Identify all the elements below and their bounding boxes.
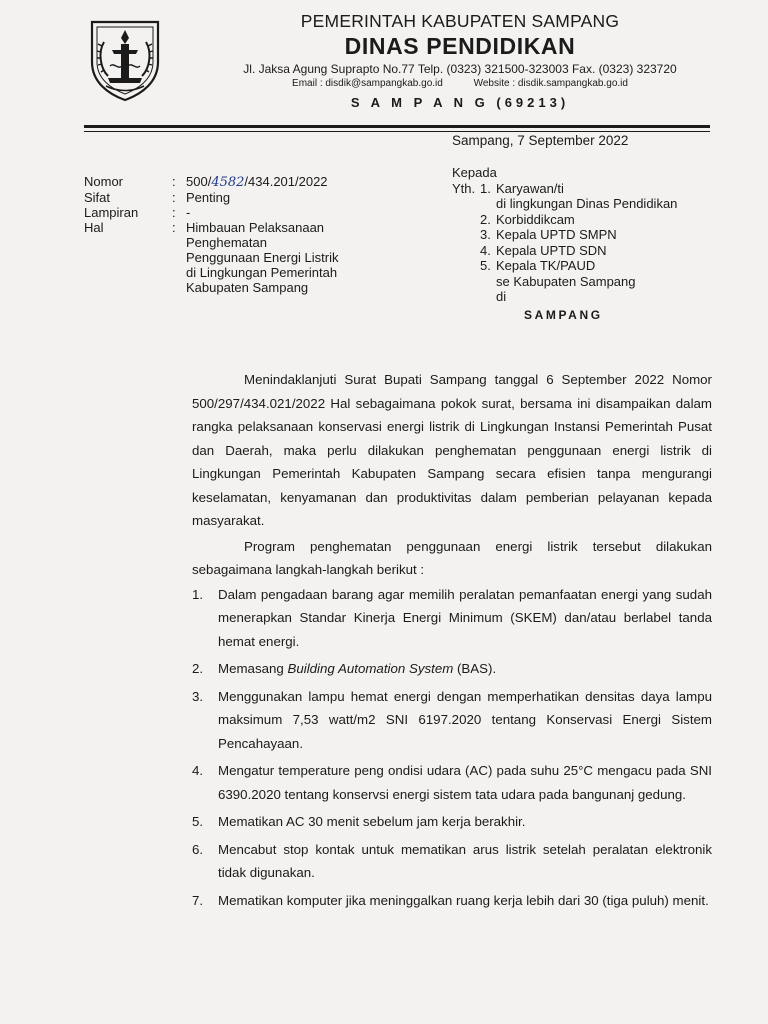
recipient-line: Korbiddikcam (496, 211, 575, 227)
meta-label: Lampiran (84, 205, 139, 220)
letter-number-suffix: /434.201/2022 (244, 174, 328, 189)
recipient-item (452, 243, 677, 259)
list-item (192, 889, 712, 913)
letter-number-prefix: 500/ (186, 174, 212, 189)
recipient-text (496, 181, 677, 212)
step-number: 3. (192, 688, 204, 704)
step-number: 4. (192, 763, 204, 778)
step-number: 7. (192, 892, 204, 908)
meta-label: Hal (84, 220, 104, 235)
recipient-destination: SAMPANG (524, 307, 603, 322)
step-number: 1. (192, 586, 204, 602)
list-item (192, 583, 712, 654)
recipient-item (452, 181, 677, 212)
sampang-regency-crest-icon (84, 16, 166, 102)
city-postal-code: S A M P A N G (69213) (350, 95, 570, 110)
recipients-heading: Kepada (452, 165, 497, 180)
meta-colon: : (172, 174, 176, 189)
letter-date: Sampang, 7 September 2022 (452, 133, 629, 148)
recipient-item (452, 212, 677, 228)
list-item (192, 657, 712, 681)
step-text: Mematikan komputer jika meninggalkan ruang kerja lebih dari 30 (tiga puluh) menit. (218, 892, 709, 908)
subject-line: Penggunaan Energi Listrik (186, 250, 339, 265)
recipient-number: 5. (480, 258, 491, 273)
list-item (192, 759, 712, 806)
department-name: DINAS PENDIDIKAN (344, 33, 576, 59)
contact-line (180, 77, 740, 91)
step-text-part: Memasang (218, 661, 288, 676)
list-item (192, 810, 712, 834)
body-paragraph: Menindaklanjuti Surat Bupati Sampang tanggal 6 September 2022 Nomor 500/297/434.021/2022 Hal sebagaimana pokok surat, bersama ini disampaikan dalam rangka pelaksanaan konservasi energi listrik di Lingkungan Instansi Pemerintah Pusat dan Daerah, maka perlu dilakukan penghematan penggunaan energi listrik di Lingkungan Pemerintah Kabupaten Sampang secara efisien tanpa mengurangi keselamatan, kenyamanan dan produktivitas dalam pemberian pelayanan kepada masyarakat. (192, 372, 712, 528)
subject-line: di Lingkungan Pemerintah (186, 265, 338, 280)
meta-colon: : (172, 190, 176, 205)
recipient-item (452, 227, 677, 243)
step-text-part: (BAS). (453, 661, 497, 676)
letter-attachment: - (186, 205, 191, 220)
step-number: 6. (192, 841, 204, 857)
step-text: Mematikan AC 30 menit sebelum jam kerja berakhir. (218, 814, 526, 829)
step-number: 2. (192, 661, 204, 676)
step-text: Mencabut stop kontak untuk mematikan arus listrik setelah peralatan elektronik tidak digunakan. (218, 841, 712, 880)
recipient-number: 3. (480, 227, 491, 242)
meta-label: Sifat (84, 190, 111, 205)
letter-number (186, 174, 376, 190)
step-text: Menggunakan lampu hemat energi dengan memperhatikan densitas daya lampu maksimum 7,53 watt/m2 SNI 6197.2020 tentang Konservasi Energi Sistem Pencahayaan. (218, 688, 712, 751)
letterhead-divider-thin (84, 131, 710, 132)
subject-line: Penghematan (186, 235, 267, 250)
letterhead (180, 10, 740, 113)
meta-row-lampiran (84, 205, 376, 220)
body-paragraph: Program penghematan penggunaan energi listrik tersebut dilakukan sebagaimana langkah-langkah berikut : (192, 538, 712, 577)
list-item (192, 685, 712, 756)
meta-colon: : (172, 205, 176, 220)
letter-subject (186, 220, 376, 295)
email-text: Email : disdik@sampangkab.go.id (292, 78, 443, 89)
meta-row-nomor (84, 174, 376, 190)
handwritten-number: 4582 (211, 175, 245, 190)
recipient-line: se Kabupaten Sampang (496, 273, 636, 289)
step-text-italic: Building Automation System (287, 661, 454, 676)
letter-nature: Penting (186, 190, 231, 205)
recipients-block (452, 165, 677, 323)
letterhead-divider-thick (84, 125, 710, 128)
meta-row-sifat (84, 190, 376, 205)
recipient-number: 1. (480, 180, 491, 196)
department-address: Jl. Jaksa Agung Suprapto No.77 Telp. (0323) 321500-323003 Fax. (0323) 323720 (243, 62, 677, 76)
letter-body (192, 368, 712, 916)
step-text: Mengatur temperature peng ondisi udara (AC) pada suhu 25°C mengacu pada SNI 6390.2020 tentang konservsi energi sistem tata udara pada bangunanj gedung. (218, 763, 712, 802)
subject-line: Himbauan Pelaksanaan (186, 220, 325, 235)
recipient-number: 2. (480, 211, 491, 227)
steps-list (192, 583, 712, 913)
step-text: Dalam pengadaan barang agar memilih peralatan pemanfaatan energi yang sudah menerapkan Standar Kinerja Energi Minimum (SKEM) dan/atau berlabel tanda hemat energi. (218, 586, 712, 649)
recipient-line: Karyawan/ti (496, 180, 564, 196)
recipient-text (496, 258, 636, 289)
yth-label: Yth. (452, 180, 476, 196)
recipient-line: Kepala UPTD SMPN (496, 227, 617, 242)
subject-line: Kabupaten Sampang (186, 280, 309, 295)
recipient-di: di (496, 289, 507, 304)
recipient-item (452, 258, 677, 289)
letter-meta (84, 174, 376, 295)
recipient-line: Kepala TK/PAUD (496, 258, 596, 273)
list-item (192, 838, 712, 885)
recipient-line: Kepala UPTD SDN (496, 242, 607, 258)
step-number: 5. (192, 814, 204, 829)
recipient-line: di lingkungan Dinas Pendidikan (496, 196, 678, 211)
government-name: PEMERINTAH KABUPATEN SAMPANG (300, 11, 620, 31)
meta-label: Nomor (84, 174, 124, 189)
meta-colon: : (172, 220, 176, 235)
meta-row-hal (84, 220, 376, 295)
website-text: Website : disdik.sampangkab.go.id (473, 78, 628, 89)
step-text (218, 657, 712, 681)
recipient-number: 4. (480, 242, 491, 258)
